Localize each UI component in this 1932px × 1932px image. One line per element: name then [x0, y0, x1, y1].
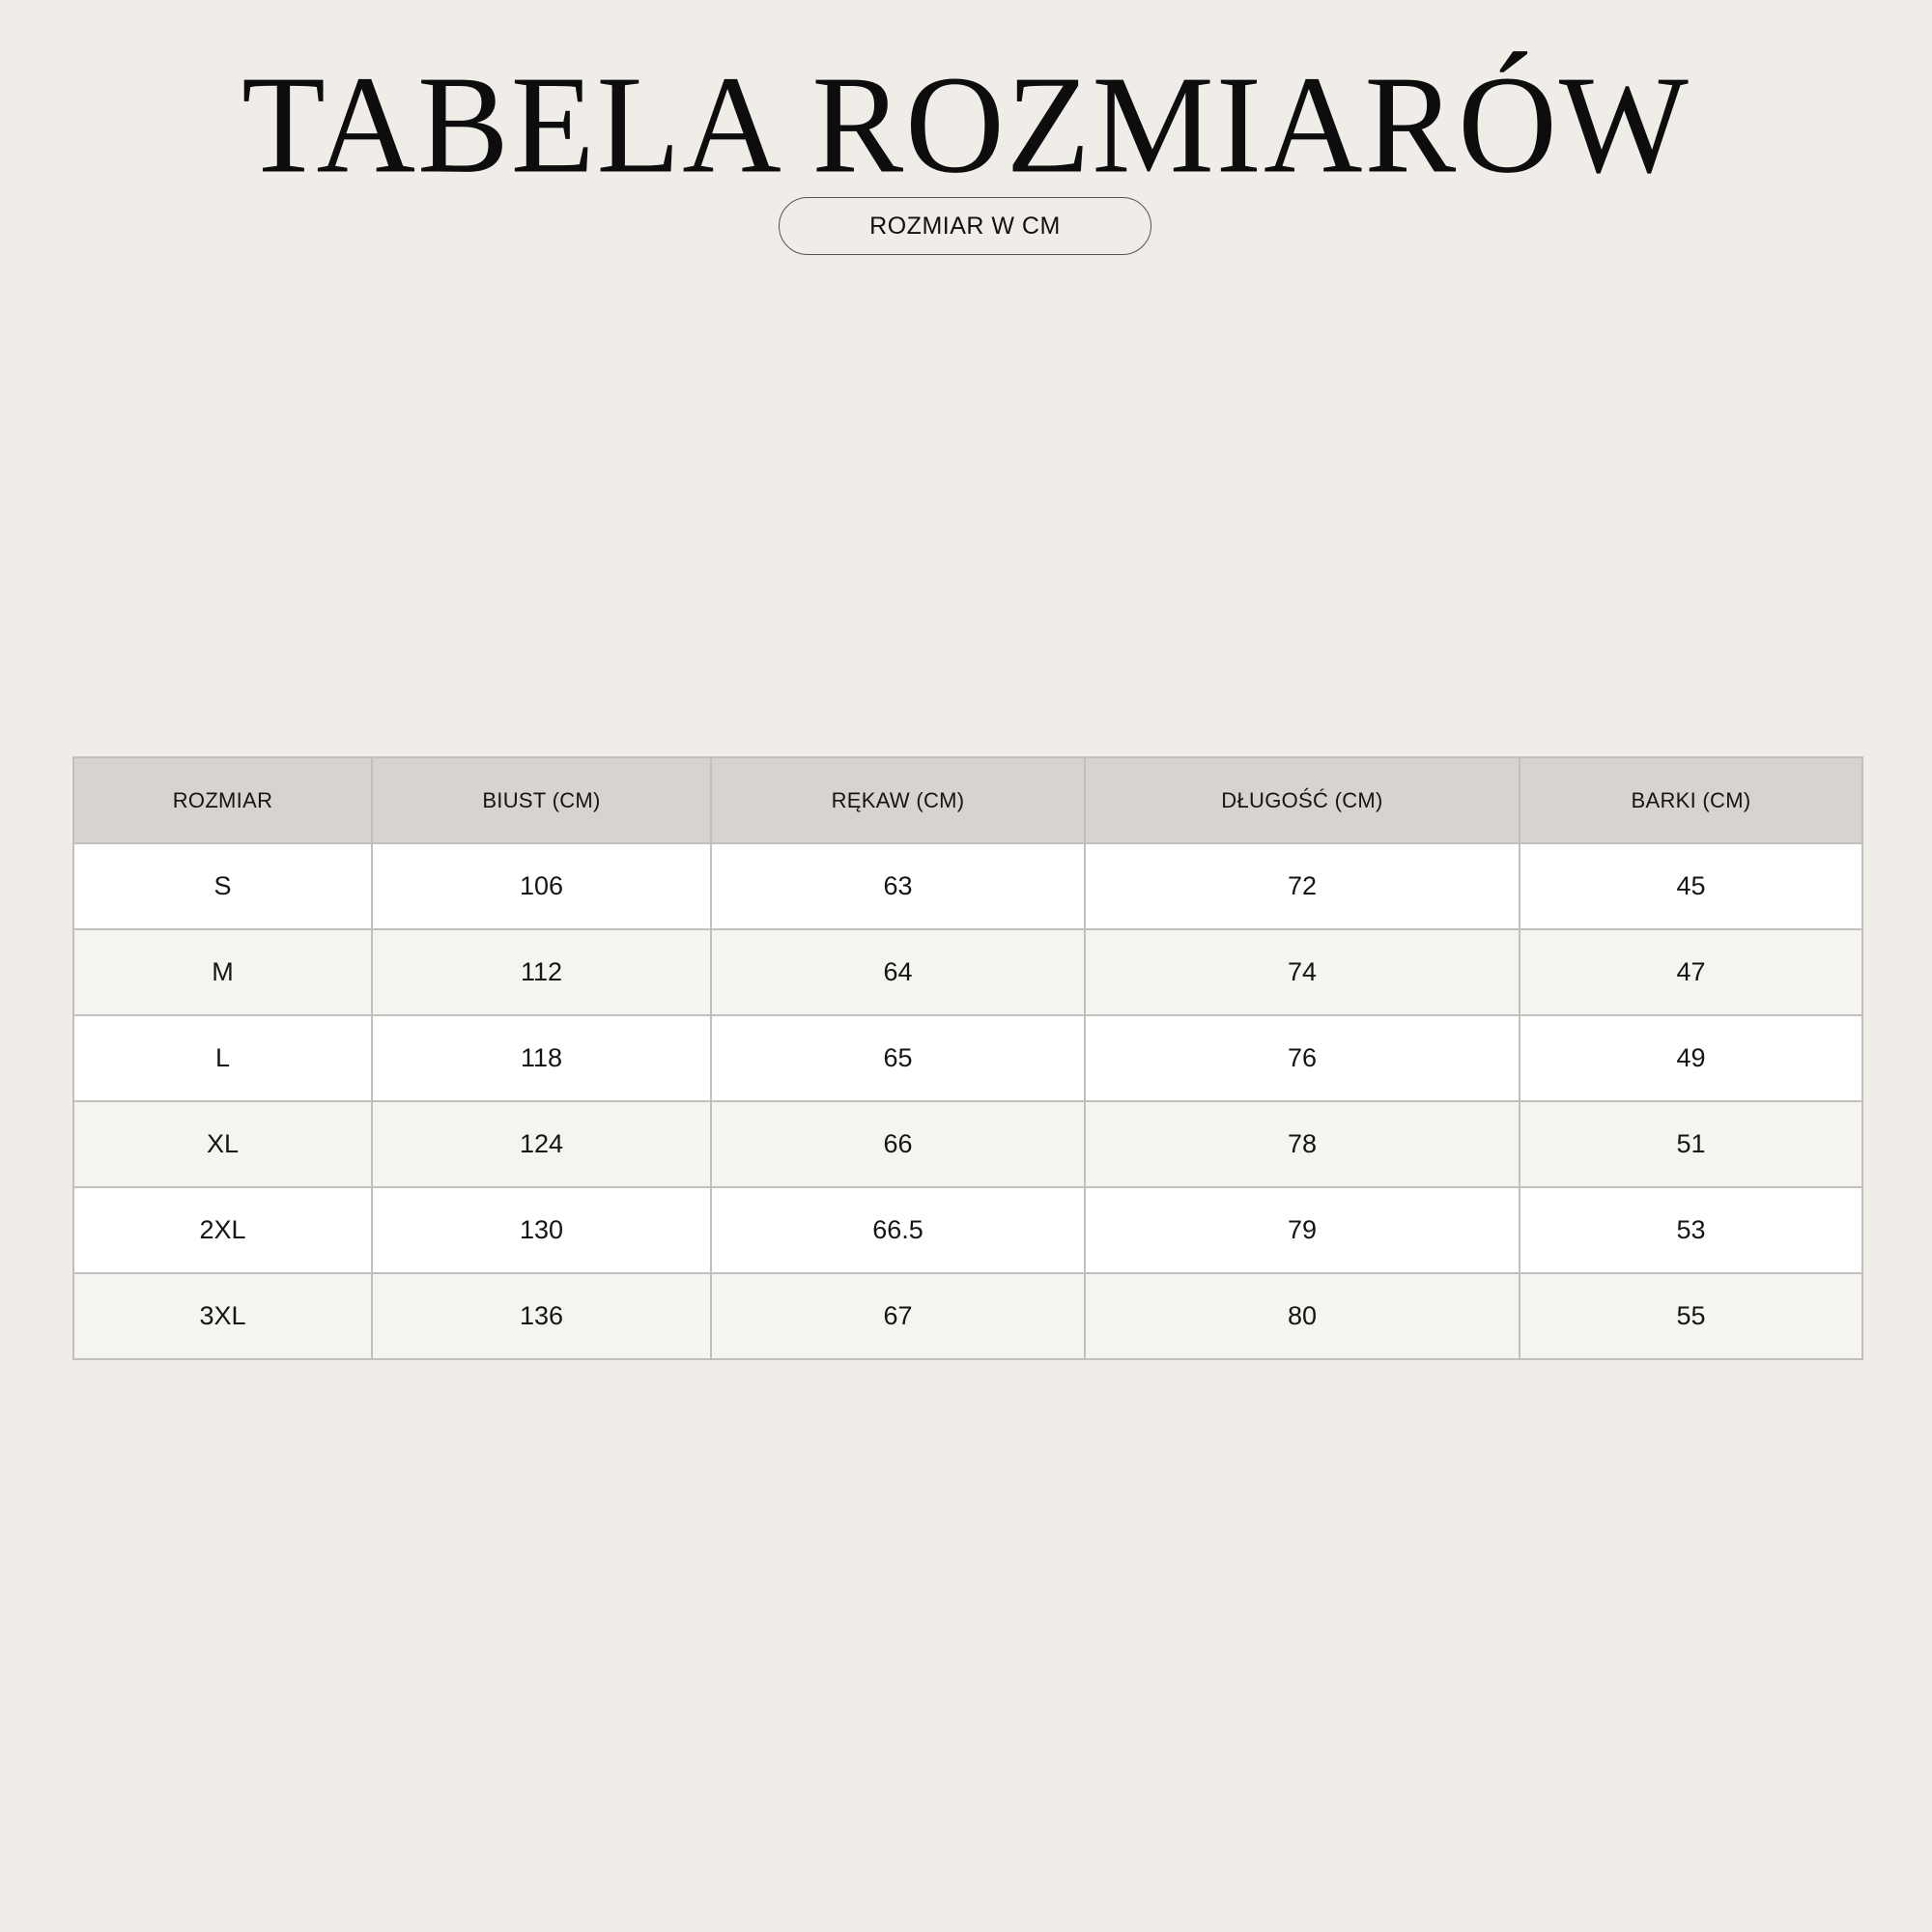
header-shoulders: BARKI (CM): [1520, 757, 1862, 843]
cell-sleeve: 65: [711, 1015, 1085, 1101]
cell-sleeve: 66.5: [711, 1187, 1085, 1273]
table-row: [73, 843, 1862, 929]
cell-sleeve: 67: [711, 1273, 1085, 1359]
cell-shoulders: 55: [1520, 1273, 1862, 1359]
cell-length: 72: [1085, 843, 1520, 929]
cell-length: 78: [1085, 1101, 1520, 1187]
page-title: TABELA ROZMIARÓW: [242, 45, 1690, 203]
cell-size: 2XL: [73, 1187, 372, 1273]
header-length: DŁUGOŚĆ (CM): [1085, 757, 1520, 843]
cell-size: L: [73, 1015, 372, 1101]
header-size: ROZMIAR: [73, 757, 372, 843]
cell-length: 76: [1085, 1015, 1520, 1101]
cell-shoulders: 53: [1520, 1187, 1862, 1273]
cell-size: 3XL: [73, 1273, 372, 1359]
cell-sleeve: 66: [711, 1101, 1085, 1187]
header-sleeve: RĘKAW (CM): [711, 757, 1085, 843]
cell-sleeve: 64: [711, 929, 1085, 1015]
cell-size: M: [73, 929, 372, 1015]
cell-length: 79: [1085, 1187, 1520, 1273]
cell-shoulders: 47: [1520, 929, 1862, 1015]
table-row: [73, 1101, 1862, 1187]
table-row: [73, 1273, 1862, 1359]
header-bust: BIUST (CM): [372, 757, 711, 843]
cell-sleeve: 63: [711, 843, 1085, 929]
cell-bust: 118: [372, 1015, 711, 1101]
units-badge: ROZMIAR W CM: [779, 197, 1151, 255]
table-row: [73, 929, 1862, 1015]
cell-bust: 136: [372, 1273, 711, 1359]
cell-bust: 106: [372, 843, 711, 929]
table-header-row: [73, 757, 1862, 843]
table-row: [73, 1187, 1862, 1273]
cell-shoulders: 51: [1520, 1101, 1862, 1187]
cell-bust: 124: [372, 1101, 711, 1187]
cell-length: 74: [1085, 929, 1520, 1015]
table-row: [73, 1015, 1862, 1101]
cell-shoulders: 45: [1520, 843, 1862, 929]
cell-size: XL: [73, 1101, 372, 1187]
cell-length: 80: [1085, 1273, 1520, 1359]
size-table: [72, 756, 1861, 1360]
cell-bust: 112: [372, 929, 711, 1015]
cell-bust: 130: [372, 1187, 711, 1273]
cell-size: S: [73, 843, 372, 929]
cell-shoulders: 49: [1520, 1015, 1862, 1101]
